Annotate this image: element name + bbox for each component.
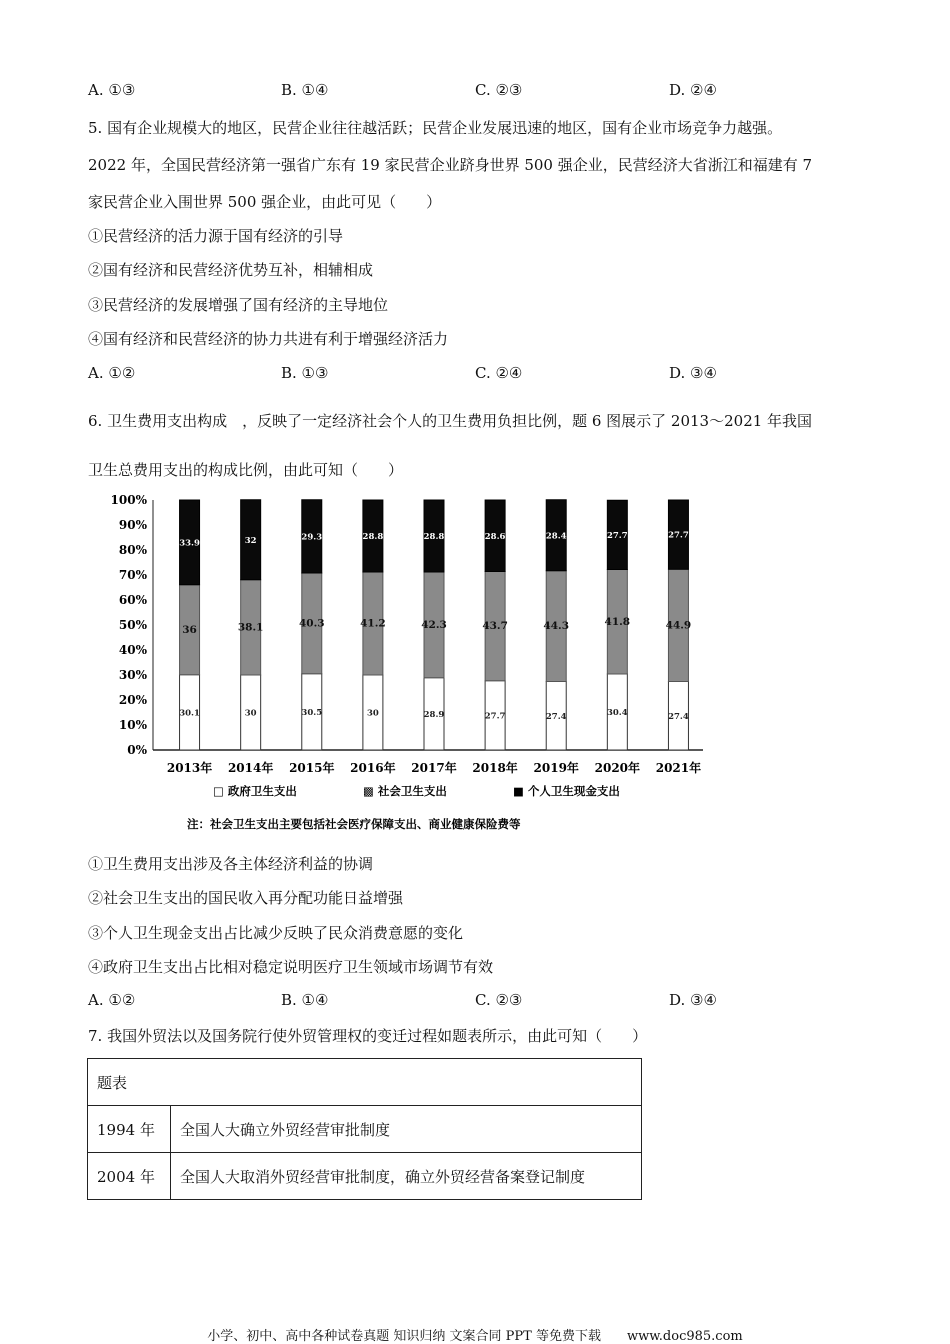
legend-entry: ■ 个人卫生现金支出 [513,784,620,798]
bar-value-label: 38.1 [237,621,264,634]
q5-stem-line-3: 家民营企业入围世界 500 强企业，由此可见（ ） [88,193,442,211]
q5-item-1: ①民营经济的活力源于国有经济的引导 [88,227,344,245]
q5-item-2: ②国有经济和民营经济优势互补，相辅相成 [88,261,374,279]
table-cell-text: 全国人大取消外贸经营审批制度，确立外贸经营备案登记制度 [171,1153,642,1200]
chart-legend [213,784,620,798]
bar-value-label: 28.6 [484,531,506,542]
x-tick-label: 2015年 [289,761,335,775]
q5-option-d: D. ③④ [669,364,717,382]
x-tick-label: 2019年 [533,761,579,775]
q7-table [87,1058,642,1200]
q6-item-2: ②社会卫生支出的国民收入再分配功能日益增强 [88,889,404,907]
bar-value-label: 30.1 [179,708,200,719]
y-tick-label: 100% [110,493,147,507]
q6-option-a: A. ①② [88,991,136,1009]
chart-bars [179,500,691,750]
y-tick-label: 50% [118,618,147,632]
table-row [88,1153,642,1200]
bar-value-label: 40.3 [298,617,325,630]
bar-value-label: 27.7 [484,711,506,722]
q6-option-b: B. ①④ [281,991,329,1009]
q5-stem-line-1: 5. 国有企业规模大的地区，民营企业往往越活跃；民营企业发展迅速的地区，国有企业市场竞争力越强。 [88,119,783,137]
chart-x-labels [167,760,701,775]
bar-value-label: 43.7 [482,620,508,633]
bar-value-label: 32 [244,535,257,546]
y-tick-label: 40% [118,643,147,657]
y-tick-label: 10% [118,718,147,732]
bar-value-label: 28.8 [423,532,445,542]
legend-entry: ▩ 社会卫生支出 [363,784,447,798]
q5-option-a: A. ①② [88,364,136,382]
page-footer: 小学、初中、高中各种试卷真题 知识归纳 文案合同 PPT 等免费下载 www.doc985.com [207,1329,743,1344]
q5-option-c: C. ②④ [475,364,523,382]
bar-value-label: 27.7 [606,530,628,541]
q6-option-c: C. ②③ [475,991,523,1009]
bar-value-label: 41.8 [604,615,631,628]
q6-options [88,991,848,1011]
health-expenditure-chart [95,486,715,836]
legend-entry: □ 政府卫生支出 [213,784,297,798]
q5-stem-line-2: 2022 年，全国民营经济第一强省广东有 19 家民营企业跻身世界 500 强企业，民营经济大省浙江和福建有 7 [88,156,813,174]
x-tick-label: 2016年 [350,761,396,775]
y-tick-label: 70% [118,568,147,582]
q4-option-c: C. ②③ [475,81,523,99]
bar-value-label: 30.5 [301,707,323,718]
bar-value-label: 30 [366,708,379,719]
y-tick-label: 80% [118,543,147,557]
x-tick-label: 2018年 [472,761,518,775]
x-tick-label: 2013年 [166,761,213,775]
table-title-row [88,1059,642,1106]
table-title: 题表 [88,1059,642,1106]
q5-option-b: B. ①③ [281,364,329,382]
bar-value-label: 33.9 [179,538,200,549]
bar-value-label: 29.3 [301,532,323,543]
y-tick-label: 0% [127,743,147,757]
q6-item-4: ④政府卫生支出占比相对稳定说明医疗卫生领域市场调节有效 [88,958,494,976]
table-row [88,1106,642,1153]
table-cell-year: 2004 年 [88,1153,171,1200]
bar-value-label: 30 [244,708,257,719]
q6-item-1: ①卫生费用支出涉及各主体经济利益的协调 [88,855,374,873]
y-tick-label: 20% [118,693,147,707]
table-cell-year: 1994 年 [88,1106,171,1153]
q4-options [88,81,848,101]
y-tick-label: 30% [118,668,147,682]
bar-value-label: 27.4 [668,711,689,722]
bar-value-label: 30.4 [606,708,628,718]
q6-item-3: ③个人卫生现金支出占比减少反映了民众消费意愿的变化 [88,924,464,942]
bar-value-label: 44.9 [665,619,692,632]
bar-value-label: 27.4 [545,711,567,722]
bar-value-label: 28.8 [362,532,384,542]
bar-value-label: 36 [182,623,197,636]
q5-item-3: ③民营经济的发展增强了国有经济的主导地位 [88,296,389,314]
q4-option-b: B. ①④ [281,81,329,99]
y-tick-label: 60% [118,593,147,607]
bar-value-label: 44.3 [543,620,570,633]
q7-stem: 7. 我国外贸法以及国务院行使外贸管理权的变迁过程如题表所示，由此可知（ ） [88,1027,648,1045]
q6-stem-line-2: 卫生总费用支出的构成比例，由此可知（ ） [88,461,404,479]
q4-option-d: D. ②④ [669,81,717,99]
bar-value-label: 41.2 [360,617,386,630]
bar-value-label: 28.9 [423,709,445,720]
y-tick-label: 90% [118,518,147,532]
q6-option-d: D. ③④ [669,991,717,1009]
bar-value-label: 27.7 [668,530,689,541]
q5-item-4: ④国有经济和民营经济的协力共进有利于增强经济活力 [88,330,449,348]
x-tick-label: 2020年 [594,761,641,775]
q5-options [88,364,848,384]
q6-stem-line-1: 6. 卫生费用支出构成 ，反映了一定经济社会个人的卫生费用负担比例，题 6 图展示了 2013～2021 年我国 [88,412,813,430]
x-tick-label: 2014年 [227,761,274,775]
chart-note: 注：社会卫生支出主要包括社会医疗保障支出、商业健康保险费等 [187,817,521,831]
x-tick-label: 2017年 [411,761,457,775]
q4-option-a: A. ①③ [88,81,136,99]
table-cell-text: 全国人大确立外贸经营审批制度 [171,1106,642,1153]
bar-value-label: 42.3 [421,618,447,631]
bar-value-label: 28.4 [545,531,567,542]
x-tick-label: 2021年 [655,761,702,775]
